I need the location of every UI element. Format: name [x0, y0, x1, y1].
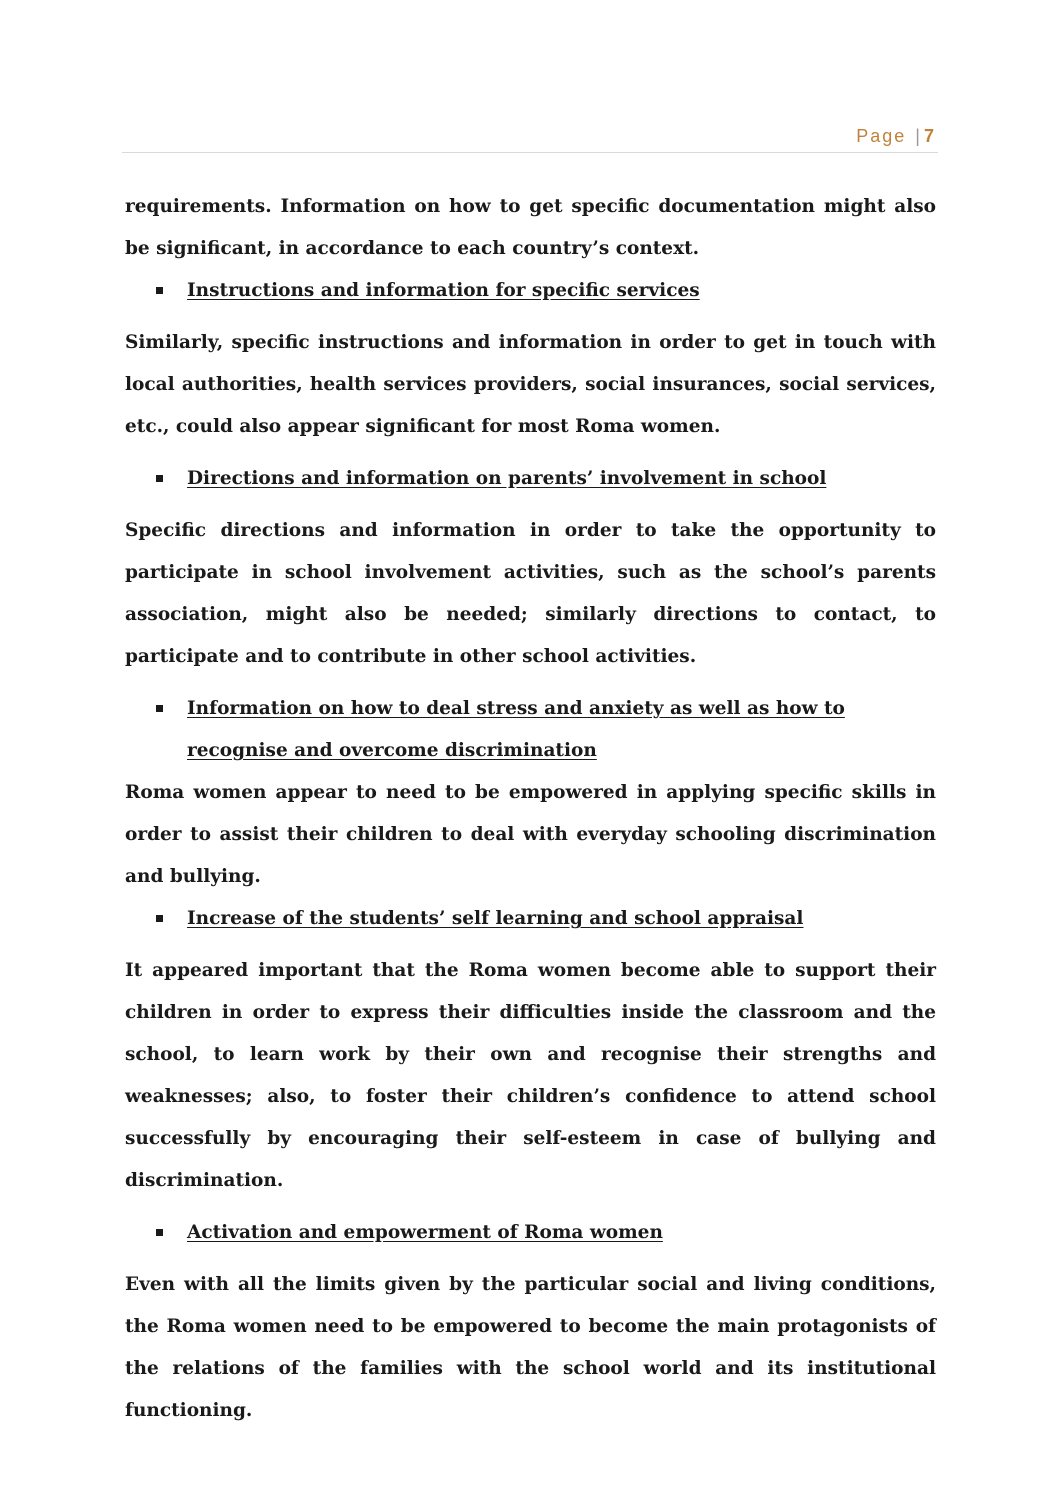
page-separator: | [915, 126, 922, 146]
paragraph-roma-women-skills: Roma women appear to need to be empowered in applying specific skills in order to assist their children to deal with everyday schooling discrimination and bullying. [125, 782, 936, 887]
paragraph-limits: Even with all the limits given by the particular social and living conditions, the Roma women need to be empowered to become the main protagonists of the relations of the families with the school world and its institutional functioning. [125, 1274, 936, 1421]
page-number [856, 126, 936, 147]
bullet-activation-empowerment [125, 1212, 936, 1254]
document-body [125, 186, 936, 1432]
bullet-heading: Activation and empowerment of Roma women [187, 1222, 663, 1243]
bullet-heading: Instructions and information for specific services [187, 280, 700, 301]
square-bullet-icon [156, 1229, 163, 1236]
paragraph-similarly: Similarly, specific instructions and information in order to get in touch with local authorities, health services providers, social insurances, social services, etc., could also appear significant for most Roma women. [125, 332, 936, 437]
paragraph-support-children: It appeared important that the Roma women become able to support their children in order to express their difficulties inside the classroom and the school, to learn work by their own and recognise their strengths and weaknesses; also, to foster their children’s confidence to attend school successfully by encouraging their self-esteem in case of bullying and discrimination. [125, 960, 936, 1191]
square-bullet-icon [156, 915, 163, 922]
bullet-heading: Information on how to deal stress and anxiety as well as how to recognise and overcome discrimination [187, 698, 845, 761]
bullet-parents-involvement [125, 458, 936, 500]
paragraph-specific-directions: Specific directions and information in order to take the opportunity to participate in school involvement activities, such as the school’s parents association, might also be needed; similarly directions to contact, to participate and to contribute in other school activities. [125, 520, 936, 667]
square-bullet-icon [156, 705, 163, 712]
page-header [122, 126, 938, 153]
bullet-heading: Increase of the students’ self learning and school appraisal [187, 908, 804, 929]
square-bullet-icon [156, 287, 163, 294]
bullet-stress-anxiety [125, 688, 936, 772]
page-label: Page [856, 126, 907, 146]
bullet-heading: Directions and information on parents’ involvement in school [187, 468, 827, 489]
bullet-specific-services [125, 270, 936, 312]
square-bullet-icon [156, 475, 163, 482]
bullet-self-learning [125, 898, 936, 940]
page-number-value: 7 [923, 126, 936, 146]
paragraph-requirements: requirements. Information on how to get specific documentation might also be significant, in accordance to each country’s context. [125, 196, 936, 259]
